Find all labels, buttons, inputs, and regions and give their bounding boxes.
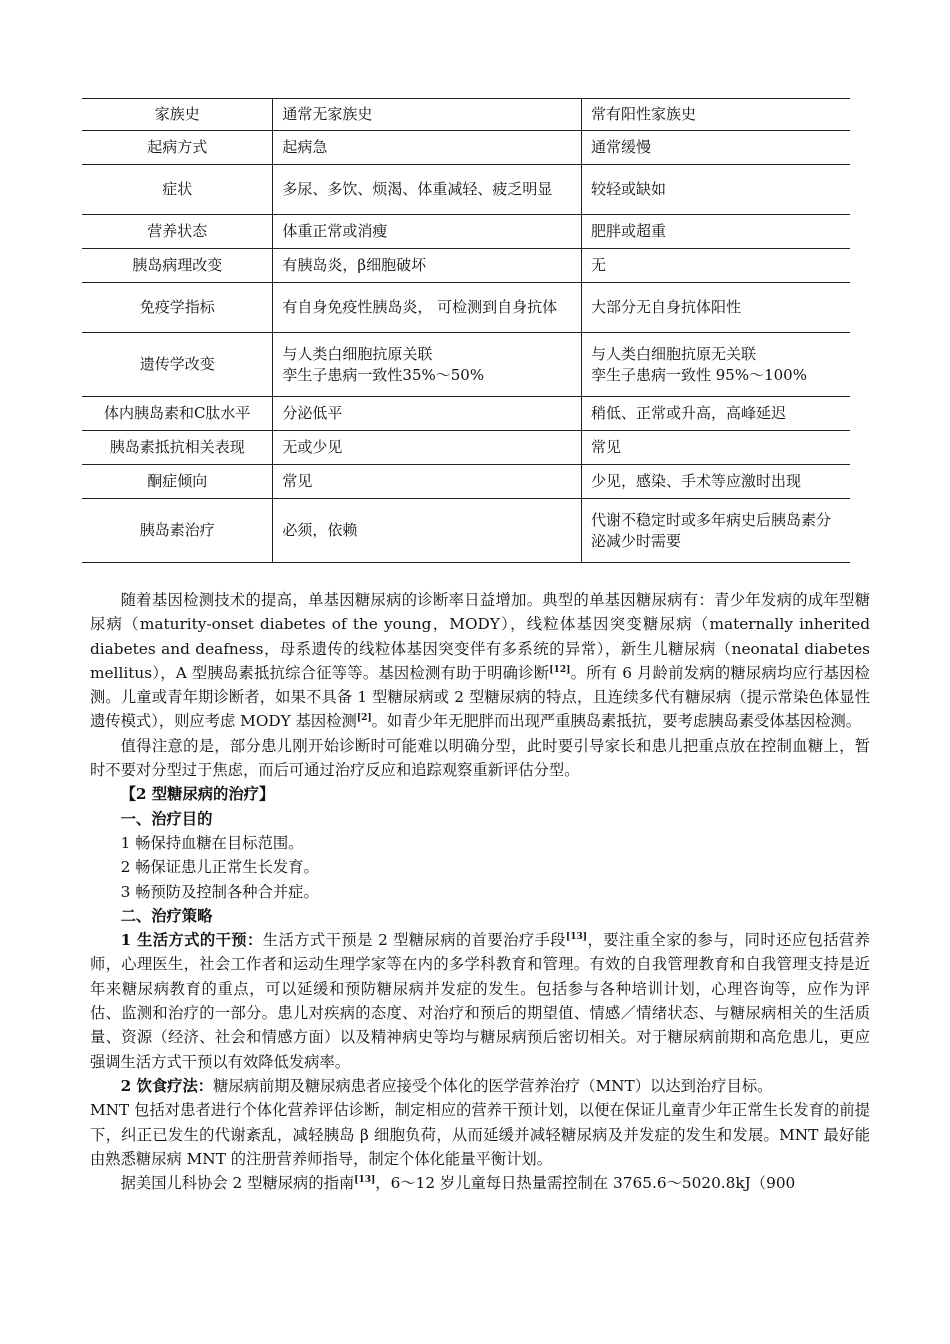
row-label-text: 家族史 [154, 105, 200, 123]
row-label-text: 起病方式 [147, 138, 208, 156]
text-segment: 生活方式干预是 2 型糖尿病的首要治疗手段 [262, 931, 566, 950]
type2-cell [581, 499, 850, 563]
citation-ref: [2] [356, 713, 372, 724]
table-row [82, 131, 850, 165]
subheading-goal: 一、治疗目的 [120, 809, 213, 828]
row-label-text: 遗传学改变 [139, 355, 215, 373]
text-segment: 随着基因检测技术的提高，单基因糖尿病的诊断率日益增加。典型的单基因糖尿病有：青少年发病的成年型糖尿病（maturity-onset diabetes of the young，MODY），线粒体基因突变糖尿病（maternally inherited diabetes and deafness，母系遗传的线粒体基因突变伴有多系统的异常），新生儿糖尿病（neonatal diabetes mellitus），A 型胰岛素抵抗综合征等等。基因检测有助于明确诊断 [90, 591, 870, 682]
citation-ref: [13] [354, 1175, 376, 1186]
type2-cell [581, 397, 850, 431]
table-row [82, 99, 850, 131]
type2-cell [581, 215, 850, 249]
row-label-text: 胰岛素抵抗相关表现 [109, 438, 245, 456]
type1-cell-text: 常见 [282, 472, 313, 490]
row-label [82, 397, 273, 431]
body-text [90, 588, 870, 1195]
type2-cell [581, 431, 850, 465]
type1-cell [273, 397, 582, 431]
paragraph-title: 2 饮食疗法： [120, 1076, 214, 1095]
type1-cell [273, 249, 582, 283]
row-label-text: 胰岛病理改变 [132, 256, 223, 274]
paragraph-monogenic [90, 588, 870, 734]
type1-cell [273, 165, 582, 215]
section-heading: 【2 型糖尿病的治疗】 [120, 785, 275, 804]
type1-cell-text: 无或少见 [282, 438, 343, 456]
type2-cell-text: 大部分无自身抗体阳性 [590, 298, 741, 316]
type2-cell-text: 代谢不稳定时或多年病史后胰岛素分泌减少时需要 [590, 510, 831, 550]
type1-cell-text: 孪生子患病一致性35%～50% [282, 365, 485, 384]
type1-cell-text: 与人类白细胞抗原关联 [282, 344, 433, 363]
row-label [82, 165, 273, 215]
table-row [82, 431, 850, 465]
type1-cell [273, 215, 582, 249]
type1-cell [273, 431, 582, 465]
row-label [82, 431, 273, 465]
type1-cell-text: 起病急 [282, 138, 328, 156]
type2-cell-text: 通常缓慢 [590, 138, 651, 156]
table-row [82, 249, 850, 283]
text-segment: 糖尿病前期及糖尿病患者应接受个体化的医学营养治疗（MNT）以达到治疗目标。 [213, 1076, 773, 1095]
text-segment: 据美国儿科协会 2 型糖尿病的指南 [120, 1174, 355, 1193]
type1-cell-text: 体重正常或消瘦 [282, 222, 388, 240]
type1-cell [273, 283, 582, 333]
paragraph-diet [90, 1074, 870, 1171]
goal-item: 3 畅预防及控制各种合并症。 [120, 882, 319, 901]
type1-cell [273, 333, 582, 397]
goal-item: 1 畅保持血糖在目标范围。 [120, 833, 304, 852]
row-label-text: 症状 [162, 180, 193, 198]
row-label [82, 499, 273, 563]
type1-cell-text: 分泌低平 [282, 404, 343, 422]
type2-cell [581, 283, 850, 333]
type2-cell [581, 465, 850, 499]
row-label-text: 营养状态 [147, 222, 208, 240]
type2-cell-text: 无 [590, 256, 606, 274]
type1-cell [273, 131, 582, 165]
row-label-text: 胰岛素治疗 [139, 521, 215, 539]
row-label [82, 131, 273, 165]
type1-cell-text: 多尿、多饮、烦渴、体重减轻、疲乏明显 [282, 180, 553, 198]
paragraph-note: 值得注意的是，部分患儿刚开始诊断时可能难以明确分型，此时要引导家长和患儿把重点放在控制血糖上，暂时不要对分型过于焦虑，而后可通过治疗反应和追踪观察重新评估分型。 [90, 736, 870, 780]
type2-cell-text: 常见 [590, 438, 621, 456]
citation-ref: [12] [549, 664, 571, 675]
type2-cell-text: 稍低、正常或升高，高峰延迟 [590, 404, 786, 422]
row-label [82, 99, 273, 131]
type1-cell-text: 通常无家族史 [282, 105, 373, 123]
row-label-text: 酮症倾向 [147, 472, 208, 490]
type2-cell-text: 较轻或缺如 [590, 180, 666, 198]
diabetes-comparison-table [82, 98, 850, 563]
type2-cell-text: 孪生子患病一致性 95%～100% [590, 365, 807, 384]
type1-cell-text: 必须，依赖 [282, 521, 358, 539]
row-label [82, 465, 273, 499]
table-row [82, 499, 850, 563]
text-segment: MNT 包括对患者进行个体化营养评估诊断，制定相应的营养干预计划，以便在保证儿童青少年正常生长发育的前提下，纠正已发生的代谢紊乱，减轻胰岛 β 细胞负荷，从而延缓并减轻糖尿病及并发症的发生和发展。MNT 最好能由熟悉糖尿病 MNT 的注册营养师指导，制定个体化能量平衡计划。 [90, 1101, 870, 1168]
row-label [82, 215, 273, 249]
type2-cell [581, 131, 850, 165]
table-row [82, 465, 850, 499]
goal-item: 2 畅保证患儿正常生长发育。 [120, 858, 319, 877]
type1-cell-text: 有自身免疫性胰岛炎， 可检测到自身抗体 [282, 298, 558, 316]
text-segment: ，要注重全家的参与，同时还应包括营养师，心理医生，社会工作者和运动生理学家等在内的多学科教育和管理。有效的自我管理教育和自我管理支持是近年来糖尿病教育的重点，可以延缓和预防糖尿病并发症的发生。包括参与各种培训计划，心理咨询等，应作为评估、监测和治疗的一部分。患儿对疾病的态度、对治疗和预后的期望值、情感／情绪状态、与糖尿病相关的生活质量、资源（经济、社会和情感方面）以及精神病史等均与糖尿病预后密切相关。对于糖尿病前期和高危患儿，更应强调生活方式干预以有效降低发病率。 [90, 931, 870, 1071]
type2-cell [581, 165, 850, 215]
type1-cell [273, 465, 582, 499]
row-label [82, 283, 273, 333]
row-label-text: 免疫学指标 [139, 298, 215, 316]
paragraph-guideline [90, 1171, 870, 1195]
citation-ref: [13] [566, 932, 588, 943]
type2-cell-text: 肥胖或超重 [590, 222, 666, 240]
table-row [82, 333, 850, 397]
paragraph-title: 1 生活方式的干预： [120, 931, 263, 950]
text-segment: ，6～12 岁儿童每日热量需控制在 3765.6～5020.8kJ（900 [375, 1174, 796, 1193]
type2-cell [581, 99, 850, 131]
table-row [82, 283, 850, 333]
type1-cell-text: 有胰岛炎，β细胞破坏 [282, 256, 427, 274]
paragraph-lifestyle [90, 928, 870, 1074]
type1-cell [273, 499, 582, 563]
row-label [82, 333, 273, 397]
type2-cell-text: 少见，感染、手术等应激时出现 [590, 472, 801, 490]
subheading-strategy: 二、治疗策略 [120, 906, 213, 925]
type1-cell [273, 99, 582, 131]
row-label [82, 249, 273, 283]
row-label-text: 体内胰岛素和C肽水平 [103, 404, 251, 422]
type2-cell [581, 249, 850, 283]
table-row [82, 165, 850, 215]
type2-cell [581, 333, 850, 397]
text-segment: 。如青少年无肥胖而出现严重胰岛素抵抗，要考虑胰岛素受体基因检测。 [371, 712, 862, 731]
table-row [82, 397, 850, 431]
type2-cell-text: 常有阳性家族史 [590, 105, 696, 123]
table-row [82, 215, 850, 249]
type2-cell-text: 与人类白细胞抗原无关联 [590, 344, 756, 363]
text-segment: 。所有 6 月龄前发病的糖尿病均应行基因检测。儿童或青年期诊断者，如果不具备 1 型糖尿病或 2 型糖尿病的特点，且连续多代有糖尿病（提示常染色体显性遗传模式），则应考虑 MODY 基因检测 [90, 663, 870, 731]
